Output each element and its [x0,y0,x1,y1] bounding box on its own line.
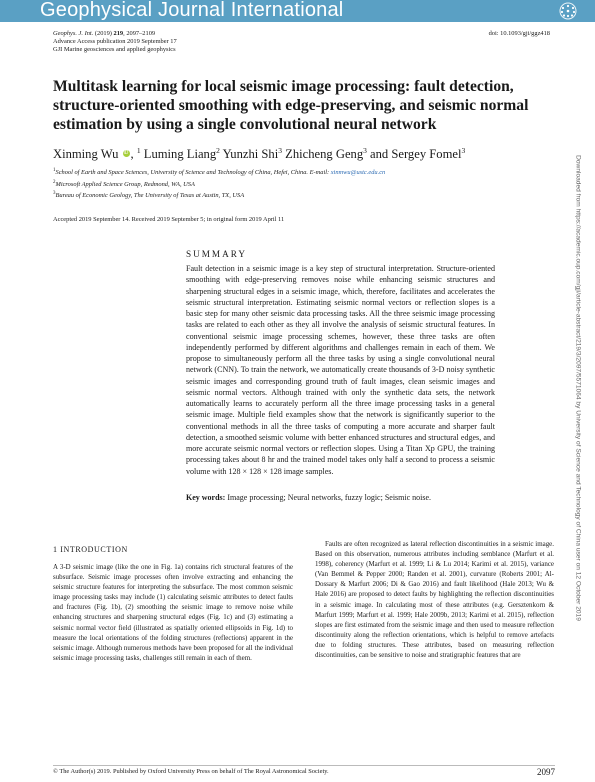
author-name: Luming Liang [143,147,217,162]
summary-text: Fault detection in a seismic image is a key step of structural interpretation. Structure-oriented smoothing with edge-preserving removes noise while enhancing seismic structures and sharpening structural edges in a seismic image, which, therefore, facilitates and accelerates the seismic structural interpretation. Estimating seismic normal vectors or reflection slopes is a basic step for many other seismic data processing tasks. All the three seismic image processing tasks are related to each other as they all involve the analysis of seismic structural features. In conventional seismic image processing schemes, however, these three tasks are often independently performed by different algorithms and challenges remain in each of them. We propose to simultaneously perform all the three tasks by using a single convolutional neural network (CNN). To train the network, we automatically create thousands of 3-D noisy synthetic seismic images and corresponding ground truth of fault images, clean seismic images and seismic normal vectors. Although trained with only the synthetic data sets, the network automatically learns to accurately perform all the three image processing tasks in a general seismic image. Multiple field examples show that the network is significantly superior to the conventional methods in all the three tasks of computing a more accurate and sharper fault detection, a smoothed seismic volume with better enhanced structures and structural edges, and more accurate seismic normal vectors or reflection slopes. Using a Titan Xp GPU, the training processing takes about 8 hr and the trained model takes only half a second to process a seismic volume with 128 × 128 × 128 image samples. [186,264,495,476]
author-affil-sup: 3 [278,146,282,155]
accepted-dates: Accepted 2019 September 14. Received 2019 September 5; in original form 2019 April 11 [53,216,285,223]
journal-name: Geophysical Journal International [40,0,344,21]
affiliations [53,166,385,201]
affiliation: $^2$Microsoft Applied Science Group, Redmond, WA, USA [53,179,195,188]
body-column-right [315,539,554,660]
footer-divider [53,765,555,766]
author-name: Yunzhi Shi [222,147,279,162]
keywords [186,493,431,502]
keywords-text: Image processing; Neural networks, fuzzy logic; Seismic noise. [225,493,432,502]
body-column-left [53,562,293,663]
doi: doi: 10.1093/gji/ggz418 [488,30,550,37]
citation-block [53,30,177,55]
orcid-icon[interactable]: iD [123,150,129,157]
author-list: Xinming Wu iD , $^1$ Luming Liang$^2$ Yunzhi Shi$^3$ Zhicheng Geng$^3$ and Sergey Fomel$^3$ [53,146,466,162]
author-name: Sergey Fomel [391,147,462,162]
copyright: © The Author(s) 2019. Published by Oxford University Press on behalf of The Royal Astronomical Society. [53,768,329,775]
affiliation: $^3$Bureau of Economic Geology, The University of Texas at Austin, TX, USA [53,191,245,200]
author-affil-sup: 3 [363,146,367,155]
paper-title: Multitask learning for local seismic image processing: fault detection, structure-oriented smoothing with edge-preserving, and seismic normal estimation by using a single convolutional neural network [53,78,529,133]
download-notice [573,105,583,670]
paragraph: Faults are often recognized as lateral reflection discontinuities in a seismic image. Based on this observation, numerous attributes including semblance (Marfurt et al. 1998), coherency (Marfurt et al. 1999; Li & Lu 2014; Karimi et al. 2015), variance (Van Bemmel & Pepper 2000; Randen et al. 2001), curvature (Roberts 2001; Al-Dossary & Marfurt 2006; Di & Gao 2016) and fault likelihood (Hale 2013; Wu & Hale 2016) are proposed to detect faults by highlighting the reflection discontinuities in a seismic image. In calculating most of these attributes (e.g. Gersztenkorn & Marfurt 1999; Marfurt et al. 1999; Hale 2009b, 2013; Karimi et al. 2015), reflection slopes are first estimated from the seismic image and then used to measure reflection discontinuity along the reflection orientations, which is helpful to remove artefacts due to folding structures. These attributes, based on measuring reflection discontinuities, can be sensitive to noise and stratigraphic features that are [315,540,554,660]
paragraph: A 3-D seismic image (like the one in Fig. 1a) contains rich structural features of the subsurface. Seismic image processes often involve extracting and enhancing the seismic structure features for interpreting the subsurface. The most common seismic image processing tasks may include (1) calculating seismic attributes to detect faults and fractures (Fig. 1b), (2) smoothing the seismic image to remove noise while enhancing structures and sharpening structural edges (Fig. 1c) and (3) estimating a seismic normal vector field (illustrated as spatially oriented ellipsoids in Fig. 1d) to measure the local orientations of the folding structures (reflections) apparent in the seismic image. Although numerous methods have been proposed for all the individual seismic image processing tasks, challenges still remain in each of them. [53,563,293,662]
email-link[interactable]: xinmwu@ustc.edu.cn [330,169,386,177]
download-notice-text: Downloaded from https://academic.oup.com/gji/article-abstract/219/3/2097/5571064 by University of Science and Technology of China user on 12 October 2019 [574,154,582,621]
author-name: Xinming Wu [53,147,119,162]
citation-line: Geophys. J. Int. (2019) 219, 2097–2109 [53,30,156,37]
journal-logo-icon [549,0,587,22]
author-affil-sup: 1 [136,146,141,155]
journal-section: GJI Marine geosciences and applied geophysics [53,46,176,54]
author-name: Zhicheng Geng [285,147,364,162]
advance-access: Advance Access publication 2019 September 17 [53,38,177,46]
page-number: 2097 [537,767,555,777]
affiliation: $^1$School of Earth and Space Sciences, University of Science and Technology of China, Hefei, China. E-mail: xinmwu@ustc.edu.cn [53,168,386,177]
author-affil-sup: 2 [216,146,220,155]
keywords-label: Key words: [186,493,226,502]
journal-banner [0,0,595,22]
summary-heading: SUMMARY [186,249,247,259]
section-heading: 1 INTRODUCTION [53,545,128,554]
author-affil-sup: 3 [461,146,466,155]
